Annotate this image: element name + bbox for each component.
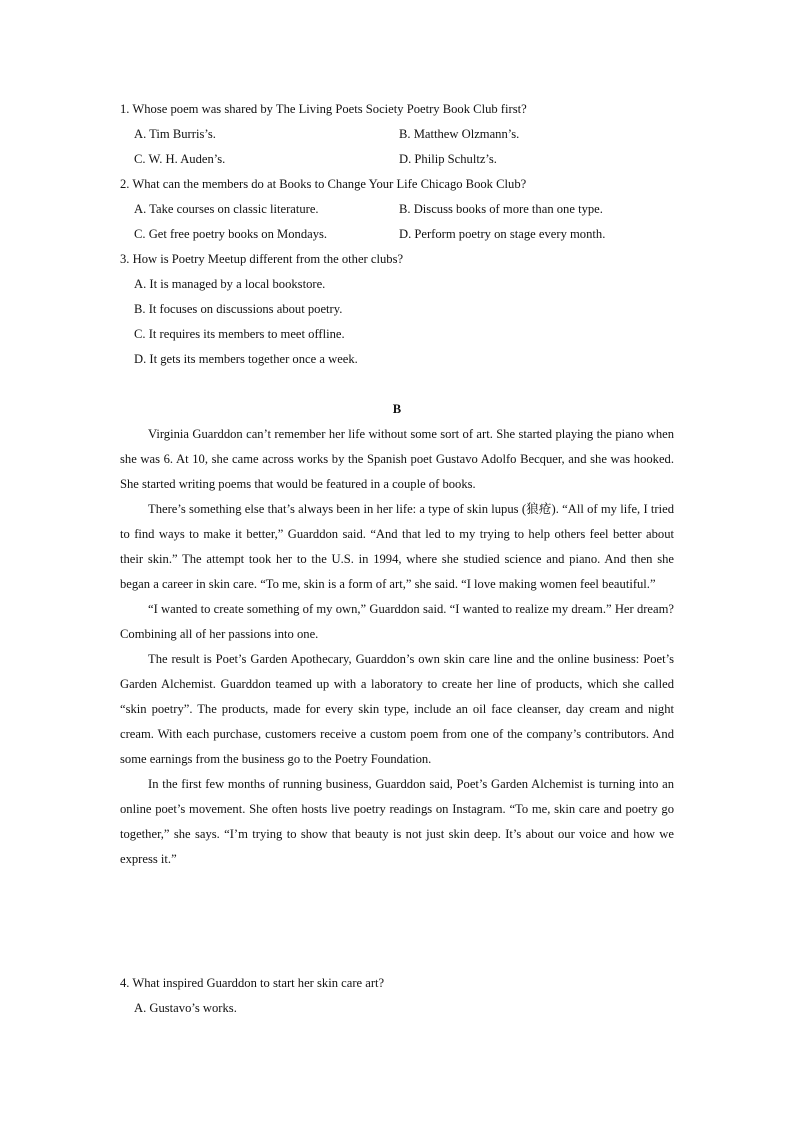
question-3-option-b: B. It focuses on discussions about poetry.: [134, 302, 343, 316]
question-1-option-b: B. Matthew Olzmann’s.: [399, 127, 520, 141]
question-2-stem: 2. What can the members do at Books to Change Your Life Chicago Book Club?: [120, 177, 527, 191]
passage-paragraph-5: In the first few months of running business, Guarddon said, Poet’s Garden Alchemist is turning into an online poet’s movement. She often hosts live poetry readings on Instagram. “To me, skin care and poetry go together,” she says. “I’m trying to show that beauty is not just skin deep. It’s about our voice and how we express it.”: [120, 777, 674, 866]
question-3-stem: 3. How is Poetry Meetup different from the other clubs?: [120, 252, 404, 266]
question-4-stem: 4. What inspired Guarddon to start her skin care art?: [120, 976, 385, 990]
question-2-option-d: D. Perform poetry on stage every month.: [399, 227, 606, 241]
question-2-option-a: A. Take courses on classic literature.: [134, 202, 319, 216]
question-3-option-c: C. It requires its members to meet offline.: [134, 327, 345, 341]
question-1-option-a: A. Tim Burris’s.: [134, 127, 216, 141]
passage-paragraph-3: “I wanted to create something of my own,” Guarddon said. “I wanted to realize my dream.” Her dream? Combining all of her passions into one.: [120, 602, 674, 641]
passage-paragraph-4: The result is Poet’s Garden Apothecary, Guarddon’s own skin care line and the online business: Poet’s Garden Alchemist. Guarddon teamed up with a laboratory to create her line of products, which she called “skin poetry”. The products, made for every skin type, include an oil face cleanser, day cream and night cream. With each purchase, customers receive a custom poem from one of the company’s contributors. And some earnings from the business go to the Poetry Foundation.: [120, 652, 674, 766]
passage-paragraph-2: There’s something else that’s always been in her life: a type of skin lupus (狼疮). “All of my life, I tried to find ways to make it better,” Guarddon said. “And that led to my trying to help others feel better about their skin.” The attempt took her to the U.S. in 1994, where she studied science and piano. And then she began a career in skin care. “To me, skin is a form of art,” she said. “I love making women feel beautiful.”: [120, 502, 674, 591]
section-b-passage: [120, 422, 674, 872]
question-4-option-a: A. Gustavo’s works.: [134, 1001, 237, 1015]
question-3-option-a: A. It is managed by a local bookstore.: [134, 277, 326, 291]
question-1-option-d: D. Philip Schultz’s.: [399, 152, 497, 166]
passage-paragraph-1: Virginia Guarddon can’t remember her life without some sort of art. She started playing the piano when she was 6. At 10, she came across works by the Spanish poet Gustavo Adolfo Becquer, and she was hooked. She started writing poems that would be featured in a couple of books.: [120, 427, 674, 491]
question-1-option-c: C. W. H. Auden’s.: [134, 152, 226, 166]
question-3-option-d: D. It gets its members together once a week.: [134, 352, 358, 366]
section-b-title: B: [392, 402, 402, 416]
question-2-option-c: C. Get free poetry books on Mondays.: [134, 227, 328, 241]
question-2-option-b: B. Discuss books of more than one type.: [399, 202, 603, 216]
question-1-stem: 1. Whose poem was shared by The Living Poets Society Poetry Book Club first?: [120, 102, 527, 116]
